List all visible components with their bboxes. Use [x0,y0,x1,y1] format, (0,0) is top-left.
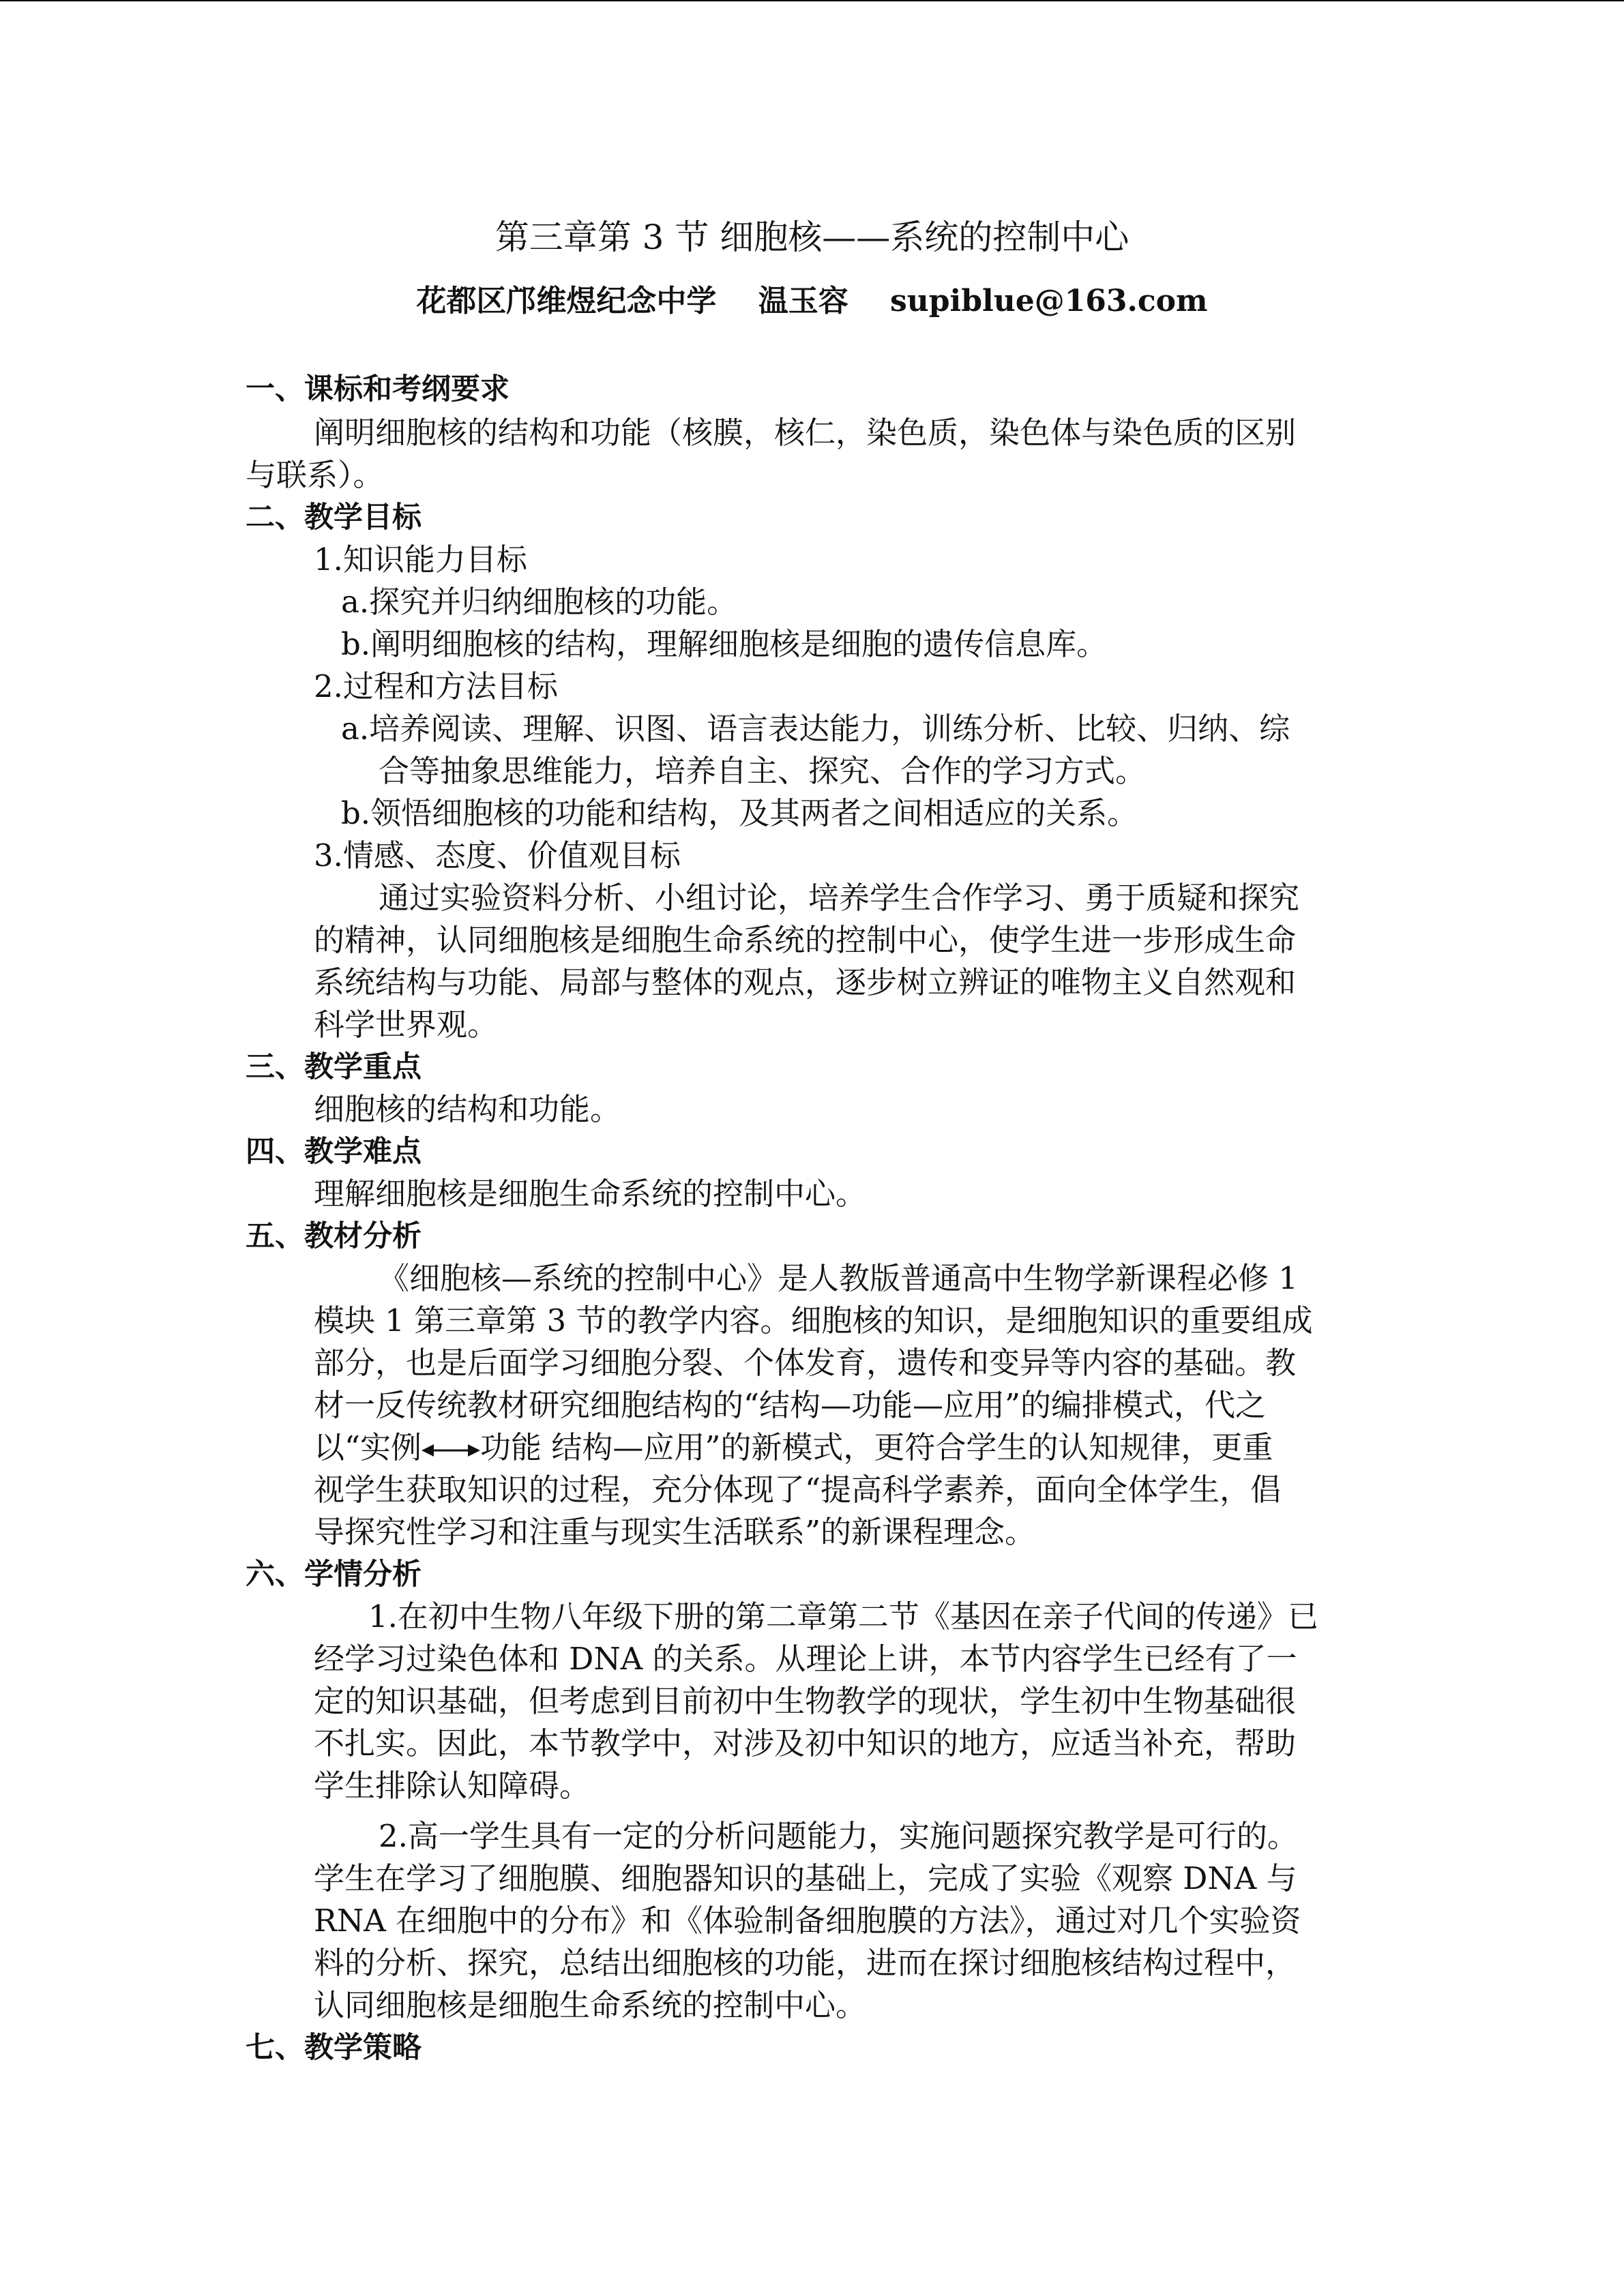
paragraph-line-with-arrow [314,1427,1273,1469]
paragraph-line: 系统结构与功能、局部与整体的观点，逐步树立辨证的唯物主义自然观和 [314,964,1297,1000]
section-heading-difficulties: 四、教学难点 [246,1135,422,1169]
paragraph-line: 料的分析、探究，总结出细胞核的功能，进而在探讨细胞核结构过程中， [314,1945,1297,1981]
paragraph-line: 与联系）。 [246,457,384,493]
section-heading-curriculum: 一、课标和考纲要求 [246,372,510,406]
section-heading-strategy: 七、教学策略 [246,2031,422,2065]
author-byline: 花都区邝维煜纪念中学 温玉容 supiblue@163.com [416,284,1208,318]
paragraph-line: 学生在学习了细胞膜、细胞器知识的基础上，完成了实验《观察 DNA 与 [314,1860,1297,1896]
goal-title: 3.情感、态度、价值观目标 [314,837,681,874]
goal-item-continued: 合等抽象思维能力，培养自主、探究、合作的学习方式。 [379,753,1147,789]
paragraph-line: 材一反传统教材研究细胞结构的“结构—功能—应用”的编排模式，代之 [314,1387,1267,1423]
paragraph-line: 细胞核的结构和功能。 [314,1091,621,1127]
section-heading-goals: 二、教学目标 [246,501,422,535]
paragraph-line: 学生排除认知障碍。 [314,1768,591,1804]
goal-item: b.阐明细胞核的结构，理解细胞核是细胞的遗传信息库。 [341,626,1108,662]
section-heading-key-points: 三、教学重点 [246,1050,422,1084]
paragraph-line: 通过实验资料分析、小组讨论，培养学生合作学习、勇于质疑和探究 [379,880,1300,916]
goal-title: 1.知识能力目标 [314,541,527,578]
paragraph-line: 模块 1 第三章第 3 节的教学内容。细胞核的知识，是细胞知识的重要组成 [314,1302,1313,1339]
section-heading-textbook-analysis: 五、教材分析 [246,1219,422,1253]
section-heading-student-analysis: 六、学情分析 [246,1557,422,1592]
paragraph-line: 导探究性学习和注重与现实生活联系”的新课程理念。 [314,1514,1036,1550]
goal-item: b.领悟细胞核的功能和结构，及其两者之间相适应的关系。 [341,795,1138,831]
goal-item: a.探究并归纳细胞核的功能。 [341,584,738,620]
page-title: 第三章第 3 节 细胞核——系统的控制中心 [494,218,1130,257]
paragraph-line: 视学生获取知识的过程，充分体现了“提高科学素养，面向全体学生，倡 [314,1472,1282,1508]
goal-title: 2.过程和方法目标 [314,668,558,704]
paragraph-line: 科学世界观。 [314,1007,499,1043]
paragraph-line: 不扎实。因此，本节教学中，对涉及初中知识的地方，应适当补充，帮助 [314,1725,1297,1761]
paragraph-line: 经学习过染色体和 DNA 的关系。从理论上讲，本节内容学生已经有了一 [314,1641,1297,1677]
paragraph-line: 的精神，认同细胞核是细胞生命系统的控制中心，使学生进一步形成生命 [314,922,1297,958]
paragraph-line: 定的知识基础，但考虑到目前初中生物教学的现状，学生初中生物基础很 [314,1683,1297,1719]
goal-item: a.培养阅读、理解、识图、语言表达能力，训练分析、比较、归纳、综 [341,711,1290,747]
paragraph-line: 理解细胞核是细胞生命系统的控制中心。 [314,1176,867,1212]
line-text-part: 以“实例 [314,1429,422,1465]
paragraph-line: 1.在初中生物八年级下册的第二章第二节《基因在亲子代间的传递》已 [368,1598,1318,1635]
paragraph-line: 阐明细胞核的结构和功能（核膜，核仁，染色质，染色体与染色质的区别 [314,415,1297,451]
paragraph-line: 认同细胞核是细胞生命系统的控制中心。 [314,1987,867,2023]
line-text-part: 功能 结构—应用”的新模式，更符合学生的认知规律，更重 [480,1429,1273,1465]
paragraph-line: RNA 在细胞中的分布》和《体验制备细胞膜的方法》，通过对几个实验资 [314,1903,1301,1939]
paragraph-line: 2.高一学生具有一定的分析问题能力，实施问题探究教学是可行的。 [379,1818,1298,1854]
paragraph-line: 《细胞核—系统的控制中心》是人教版普通高中生物学新课程必修 1 [379,1260,1298,1296]
double-arrow-icon [422,1440,480,1461]
paragraph-line: 部分，也是后面学习细胞分裂、个体发育，遗传和变异等内容的基础。教 [314,1345,1297,1381]
